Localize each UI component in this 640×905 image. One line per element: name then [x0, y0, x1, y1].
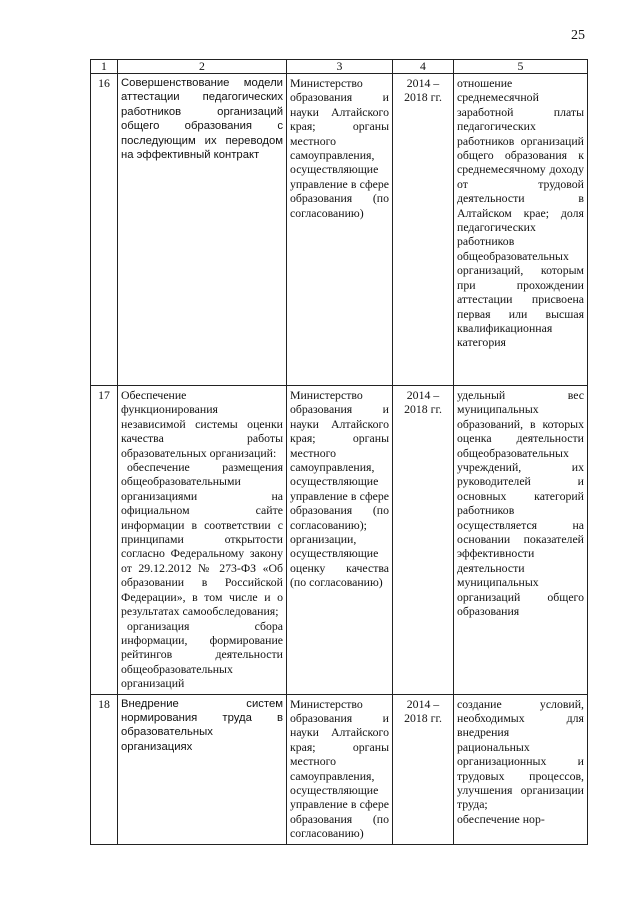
measure-cell: Совершенствование модели аттестации педагогических работников организаций общего образования с последующим их переводом на эффективный контракт — [118, 74, 287, 386]
responsible-cell: Министерство образования и науки Алтайского края; органы местного самоуправления, осуществляющие управление в сфере образования (по согласованию) — [287, 694, 393, 844]
indicator-cell: отношение среднемесячной заработной платы педагогических работников организаций общего образования к среднемесячному доходу от трудовой деятельности в Алтайском крае; доля педагогических работников общеобразовательных организаций, которым при прохождении аттестации присвоена первая или высшая квалификационная категория — [454, 74, 588, 386]
row-number: 18 — [91, 694, 118, 844]
page-number: 25 — [571, 28, 585, 43]
indicator-line: обеспечение нор- — [457, 811, 545, 826]
period-cell: 2014 – 2018 гг. — [393, 74, 454, 386]
column-header: 3 — [287, 60, 393, 74]
measures-table — [90, 59, 588, 845]
row-number: 17 — [91, 386, 118, 695]
measure-line: обеспечение размещения общеобразовательными организациями на официальном сайте информации в соответствии с принципами открытости согласно Федеральному закону от 29.12.2012 № 273-ФЗ «Об образовании в Российской Федерации», в том числе и о результатах самообследования; — [121, 460, 283, 619]
table-row — [91, 694, 588, 844]
indicator-line: создание условий, необходимых для внедрения рациональных организационных и трудовых процессов, улучшения организации труда; — [457, 696, 584, 812]
row-number: 16 — [91, 74, 118, 386]
measure-line: организация сбора информации, формирование рейтингов деятельности общеобразовательных организаций — [121, 618, 283, 691]
indicator-cell: удельный вес муниципальных образований, в которых оценка деятельности общеобразовательных учреждений, их руководителей и основных категорий работников осуществляется на основании показателей эффективности деятельности муниципальных организаций общего образования — [454, 386, 588, 695]
responsible-cell: Министерство образования и науки Алтайского края; органы местного самоуправления, осуществляющие управление в сфере образования (по согласованию); организации, осуществляющие оценку качества (по согласованию) — [287, 386, 393, 695]
measure-cell: Внедрение систем нормирования труда в образовательных организациях — [118, 694, 287, 844]
column-header: 2 — [118, 60, 287, 74]
column-header: 4 — [393, 60, 454, 74]
measure-line: Обеспечение функционирования независимой системы оценки качества работы образовательных организаций: — [121, 388, 283, 460]
table-row — [91, 386, 588, 695]
column-header: 1 — [91, 60, 118, 74]
table-row — [91, 74, 588, 386]
period-cell: 2014 – 2018 гг. — [393, 694, 454, 844]
column-header: 5 — [454, 60, 588, 74]
responsible-cell: Министерство образования и науки Алтайского края; органы местного самоуправления, осуществляющие управление в сфере образования (по согласованию) — [287, 74, 393, 386]
table-header-row — [91, 60, 588, 74]
measure-cell — [118, 386, 287, 695]
indicator-cell — [454, 694, 588, 844]
period-cell: 2014 – 2018 гг. — [393, 386, 454, 695]
